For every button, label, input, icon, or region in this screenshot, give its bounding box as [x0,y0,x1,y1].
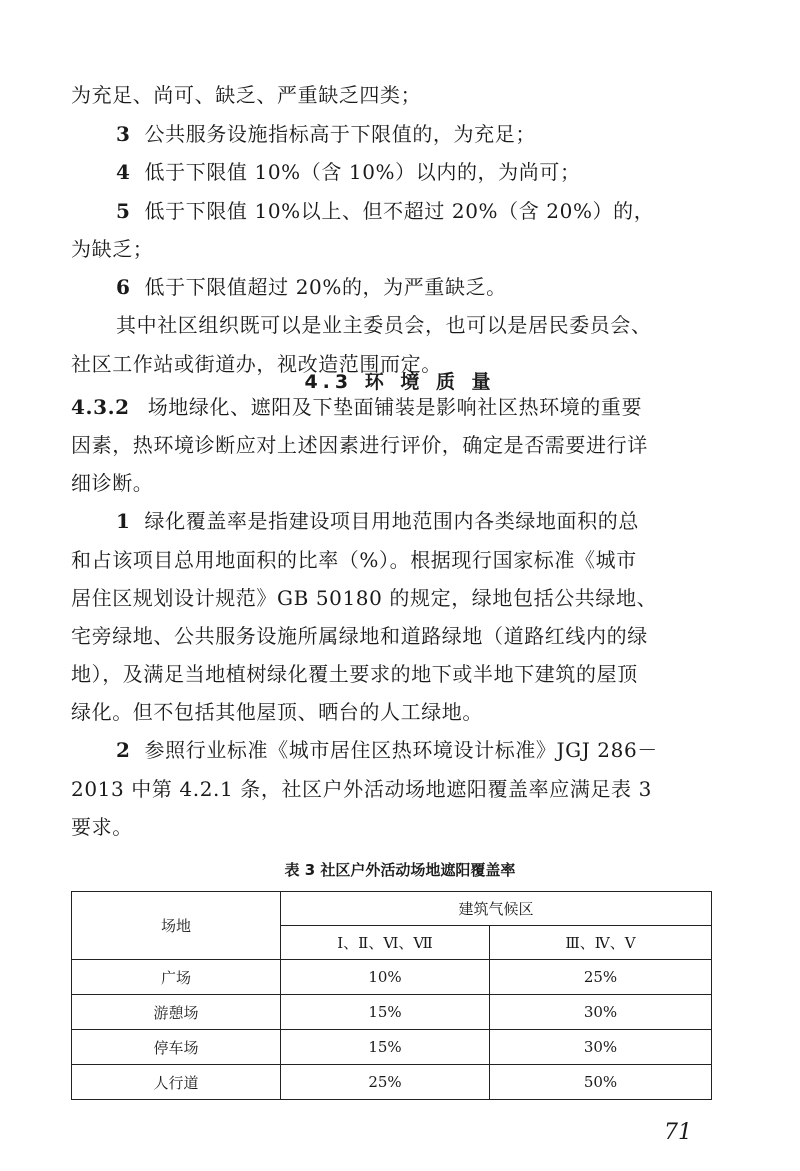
line-text: 为缺乏； [71,237,154,261]
cell-site: 停车场 [72,1030,281,1065]
item-number: 2 [116,738,131,762]
item-text: 绿化。但不包括其他屋顶、晒台的人工绿地。 [71,700,483,724]
table-row [72,995,712,1030]
item-text: 参照行业标准《城市居住区热环境设计标准》JGJ 286－ [144,738,658,762]
cell-zone-b: 25% [490,960,712,995]
clause-text: 细诊断。 [71,471,154,495]
cell-site: 游憩场 [72,995,281,1030]
clause-number: 4.3.2 [71,395,130,419]
item-text: 宅旁绿地、公共服务设施所属绿地和道路绿地（道路红线内的绿 [71,624,648,648]
item-2-line [71,815,133,839]
list-item-4 [116,160,581,184]
line-text: 为充足、尚可、缺乏、严重缺乏四类； [71,83,422,107]
item-2 [116,738,658,762]
item-number: 1 [116,509,131,533]
col-header-site: 场地 [72,892,281,960]
item-text: 要求。 [71,815,133,839]
table-row [72,1030,712,1065]
shading-coverage-table [71,891,712,1100]
item-1-line [71,624,648,648]
cell-zone-a: 15% [281,1030,490,1065]
table-row [72,960,712,995]
item-text: 和占该项目总用地面积的比率（%）。根据现行国家标准《城市 [71,548,637,572]
text-line [71,237,153,261]
item-text: 公共服务设施指标高于下限值的，为充足； [144,122,536,146]
item-2-line [71,777,652,801]
item-text: 低于下限值超过 20%的，为严重缺乏。 [144,275,507,299]
line-text: 其中社区组织既可以是业主委员会，也可以是居民委员会、 [116,313,652,337]
cell-zone-a: 15% [281,995,490,1030]
cell-site: 人行道 [72,1065,281,1100]
cell-zone-a: 10% [281,960,490,995]
item-number: 5 [116,199,131,223]
item-1-line [71,662,638,686]
table-row [72,1065,712,1100]
item-text: 低于下限值 10%以上、但不超过 20%（含 20%）的， [144,199,655,223]
clause-line [71,395,642,419]
list-item-5 [116,199,654,223]
item-text: 居住区规划设计规范》GB 50180 的规定，绿地包括公共绿地、 [71,586,658,610]
cell-zone-b: 30% [490,995,712,1030]
item-text: 地），及满足当地植树绿化覆土要求的地下或半地下建筑的屋顶 [71,662,638,686]
list-item-3 [116,122,536,146]
col-header-zone-a: Ⅰ、Ⅱ、Ⅵ、Ⅶ [281,926,490,960]
item-1-line [71,700,483,724]
clause-text: 场地绿化、遮阳及下垫面铺装是影响社区热环境的重要 [147,395,643,419]
clause-line [71,471,153,495]
text-line [116,313,652,337]
clause-line [71,433,648,457]
item-text: 绿化覆盖率是指建设项目用地范围内各类绿地面积的总 [144,509,639,533]
col-header-climate-zone: 建筑气候区 [281,892,712,926]
cell-zone-b: 50% [490,1065,712,1100]
item-number: 6 [116,275,131,299]
item-number: 3 [116,122,131,146]
page-number: 71 [664,1120,692,1145]
text-line [71,83,421,107]
list-item-6 [116,275,507,299]
table-caption: 表 3 社区户外活动场地遮阳覆盖率 [284,861,516,879]
col-header-zone-b: Ⅲ、Ⅳ、Ⅴ [490,926,712,960]
clause-text: 因素，热环境诊断应对上述因素进行评价，确定是否需要进行详 [71,433,648,457]
cell-site: 广场 [72,960,281,995]
item-1-line [71,548,637,572]
item-1 [116,509,639,533]
item-text: 低于下限值 10%（含 10%）以内的，为尚可； [144,160,581,184]
line-text: 社区工作站或街道办，视改造范围而定。 [71,352,442,376]
cell-zone-a: 25% [281,1065,490,1100]
item-text: 2013 中第 4.2.1 条，社区户外活动场地遮阳覆盖率应满足表 3 [71,777,652,801]
section-heading: 4.3 环 境 质 量 [304,371,496,393]
cell-zone-b: 30% [490,1030,712,1065]
item-number: 4 [116,160,131,184]
item-1-line [71,586,657,610]
